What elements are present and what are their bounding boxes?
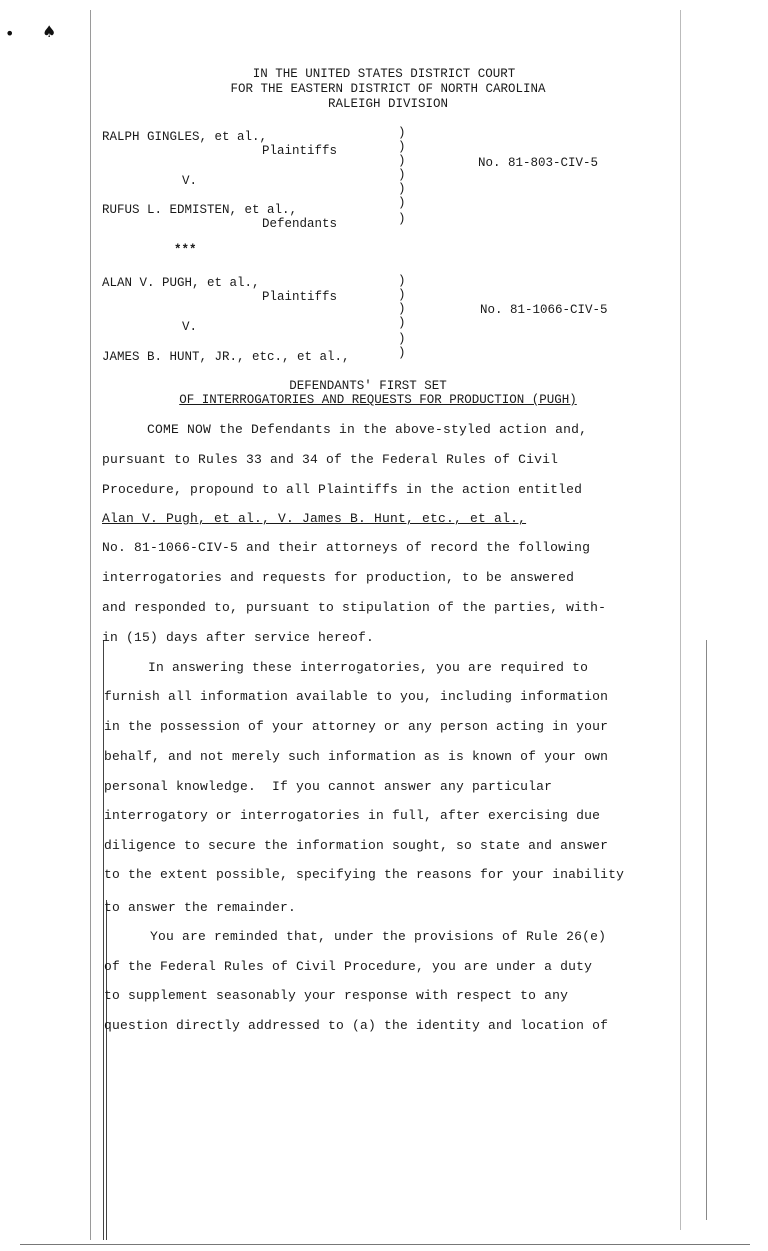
- caption-bracket: ): [398, 288, 406, 302]
- case1-plaintiff-role: Plaintiffs: [262, 144, 338, 158]
- case-separator: ***: [174, 243, 197, 257]
- case1-plaintiff: RALPH GINGLES, et al.,: [102, 130, 268, 144]
- right-margin-line: [680, 10, 681, 1230]
- caption-bracket: ): [398, 212, 406, 226]
- court-heading-line1: IN THE UNITED STATES DISTRICT COURT: [252, 67, 516, 81]
- paragraph-line: interrogatories and requests for production, to be answered: [102, 570, 575, 585]
- caption-bracket: ): [398, 154, 406, 168]
- caption-bracket: ): [398, 126, 406, 140]
- caption-bracket: ): [398, 182, 406, 196]
- document-title-line1: DEFENDANTS' FIRST SET: [289, 379, 447, 393]
- caption-bracket: ): [398, 140, 406, 154]
- scan-speck-icon: •: [5, 24, 15, 43]
- paragraph-line: furnish all information available to you, including information: [104, 689, 609, 704]
- paragraph-line: and responded to, pursuant to stipulation of the parties, with-: [102, 600, 607, 615]
- case1-number: No. 81-803-CIV-5: [478, 156, 599, 170]
- caption-bracket: ): [398, 316, 406, 330]
- paragraph-line: COME NOW the Defendants in the above-styled action and,: [147, 422, 588, 437]
- case2-defendant: JAMES B. HUNT, JR., etc., et al.,: [102, 350, 350, 364]
- paragraph-line: in (15) days after service hereof.: [102, 630, 375, 645]
- caption-bracket: ): [398, 332, 406, 346]
- paragraph-line: to the extent possible, specifying the reasons for your inability: [104, 867, 625, 882]
- caption-bracket: ): [398, 302, 406, 316]
- paragraph-line: Procedure, propound to all Plaintiffs in the action entitled: [102, 482, 583, 497]
- left-margin-line: [90, 10, 91, 1240]
- court-heading-line2: FOR THE EASTERN DISTRICT OF NORTH CAROLINA: [230, 82, 546, 96]
- case1-defendant-role: Defendants: [262, 217, 338, 231]
- paragraph-line: In answering these interrogatories, you are required to: [148, 660, 589, 675]
- case-citation: Alan V. Pugh, et al., V. James B. Hunt, etc., et al.,: [102, 511, 527, 526]
- bottom-edge-line: [20, 1244, 750, 1245]
- caption-bracket: ): [398, 196, 406, 210]
- paragraph-line: personal knowledge. If you cannot answer any particular: [104, 779, 553, 794]
- paragraph-line: diligence to secure the information sought, so state and answer: [104, 838, 609, 853]
- paragraph-line: You are reminded that, under the provisions of Rule 26(e): [150, 929, 607, 944]
- case2-number: No. 81-1066-CIV-5: [480, 303, 608, 317]
- paragraph-line: behalf, and not merely such information as is known of your own: [104, 749, 609, 764]
- caption-bracket: ): [398, 168, 406, 182]
- case2-plaintiff: ALAN V. PUGH, et al.,: [102, 276, 260, 290]
- case1-versus: V.: [182, 174, 198, 188]
- paragraph-line: to supplement seasonably your response with respect to any: [104, 988, 569, 1003]
- paragraph-line: of the Federal Rules of Civil Procedure, you are under a duty: [104, 959, 593, 974]
- paragraph-line: pursuant to Rules 33 and 34 of the Federal Rules of Civil: [102, 452, 559, 467]
- case1-defendant: RUFUS L. EDMISTEN, et al.,: [102, 203, 298, 217]
- document-title-line2: OF INTERROGATORIES AND REQUESTS FOR PRODUCTION (PUGH): [179, 393, 577, 407]
- caption-bracket: ): [398, 274, 406, 288]
- court-heading-line3: RALEIGH DIVISION: [327, 97, 449, 111]
- paragraph-line: question directly addressed to (a) the identity and location of: [104, 1018, 609, 1033]
- paragraph-line: No. 81-1066-CIV-5 and their attorneys of record the following: [102, 540, 591, 555]
- case2-plaintiff-role: Plaintiffs: [262, 290, 338, 304]
- scan-mark-icon: ♠: [42, 22, 57, 41]
- paragraph-line: in the possession of your attorney or any person acting in your: [104, 719, 609, 734]
- paragraph-line: interrogatory or interrogatories in full, after exercising due: [104, 808, 601, 823]
- case2-versus: V.: [182, 320, 198, 334]
- left-margin-line-inner-2: [106, 900, 107, 1240]
- caption-bracket: ): [398, 346, 406, 360]
- right-margin-line-2: [706, 640, 707, 1220]
- paragraph-line: to answer the remainder.: [104, 900, 297, 915]
